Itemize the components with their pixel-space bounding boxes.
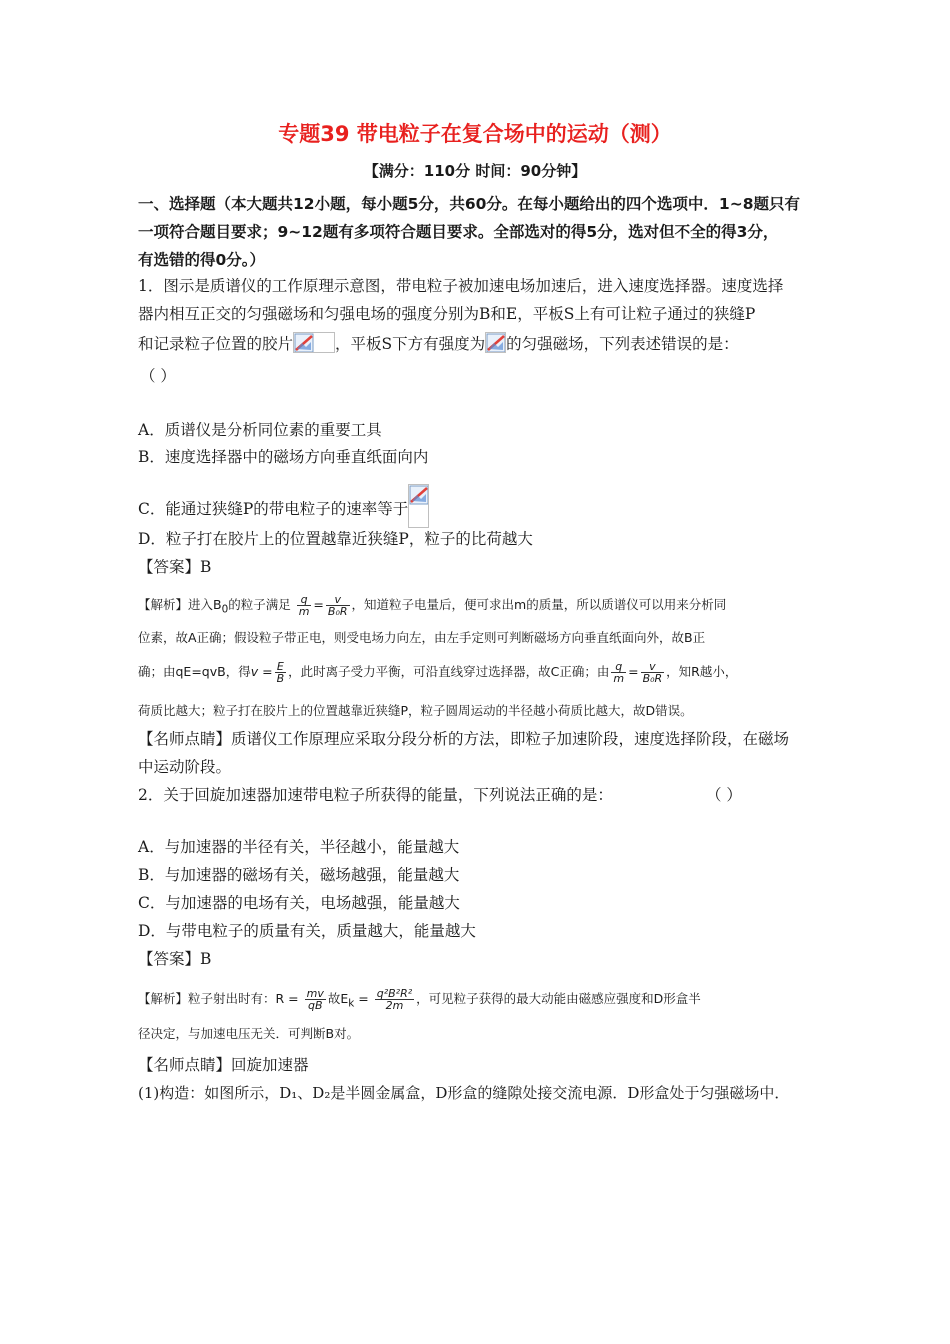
q2-analysis-line2: 径决定，与加速电压无关．可判断B对。 bbox=[138, 1026, 360, 1041]
section-heading-line3: 有选错的得0分。） bbox=[138, 251, 266, 269]
q1-analysis-line1: 【解析】进入$B_0$的粒子满足 $\frac{q}{m}$ = $\frac{v}{\text{B₀R}}$ ，知道粒子电量后，便可求出m的质量，所以质谱仪可以用来分析同 bbox=[138, 593, 727, 618]
q2-answer: 【答案】B bbox=[138, 950, 212, 968]
broken-image-icon bbox=[408, 484, 429, 528]
formula-q-over-m: $\frac{q}{m}$ bbox=[298, 593, 310, 618]
section-heading-line1: 一、选择题（本大题共12小题，每小题5分，共60分。在每小题给出的四个选项中．1~8题只有 bbox=[138, 195, 800, 213]
q1-stem-line2: 器内相互正交的匀强磁场和匀强电场的强度分别为B和E，平板S上有可让粒子通过的狭缝P bbox=[138, 305, 756, 323]
q1-answer: 【答案】B bbox=[138, 558, 212, 576]
q2-tip-line1: 【名师点睛】回旋加速器 bbox=[138, 1056, 309, 1074]
q2-stem: 2．关于回旋加速器加速带电粒子所获得的能量，下列说法正确的是： bbox=[138, 786, 613, 804]
q1-answer-bracket: （ ） bbox=[140, 367, 176, 385]
broken-image-icon bbox=[293, 332, 335, 353]
q1-analysis-line4: 荷质比越大；粒子打在胶片上的位置越靠近狭缝P，粒子圆周运动的半径越小荷质比越大，故D错误。 bbox=[138, 703, 693, 718]
q1-option-a: A．质谱仪是分析同位素的重要工具 bbox=[138, 421, 382, 439]
q2-option-b: B．与加速器的磁场有关，磁场越强，能量越大 bbox=[138, 866, 460, 884]
q2-tip-line2: (1)构造：如图所示，D₁、D₂是半圆金属盒，D形盒的缝隙处接交流电源．D形盒处于匀强磁场中． bbox=[138, 1084, 790, 1102]
q2-option-c: C．与加速器的电场有关，电场越强，能量越大 bbox=[138, 894, 460, 912]
q1-option-d: D．粒子打在胶片上的位置越靠近狭缝P，粒子的比荷越大 bbox=[138, 530, 533, 548]
q1-stem-line3 bbox=[138, 330, 818, 358]
q1-analysis-line2: 位素，故A正确；假设粒子带正电，则受电场力向左，由左手定则可判断磁场方向垂直纸面向外，故B正 bbox=[138, 630, 706, 645]
q2-option-a: A．与加速器的半径有关，半径越小，能量越大 bbox=[138, 838, 460, 856]
q2-option-d: D．与带电粒子的质量有关，质量越大，能量越大 bbox=[138, 922, 476, 940]
q1-tip-line1: 【名师点睛】质谱仪工作原理应采取分段分析的方法，即粒子加速阶段，速度选择阶段，在磁场 bbox=[138, 730, 790, 748]
formula-kinetic-energy: $\frac{\text{q²B²R²}}{2m}$ bbox=[376, 987, 413, 1012]
q2-analysis-line1: 【解析】粒子射出时有：R = $\frac{mv}{qB}$ 故$E_k$ = $\frac{\text{q²B²R²}}{2m}$ ，可见粒子获得的最大动能由磁感应强度和D形盒半 bbox=[138, 987, 701, 1012]
q1-stem-text-a: 和记录粒子位置的胶片 bbox=[138, 335, 294, 353]
q1-stem-line1: 1．图示是质谱仪的工作原理示意图，带电粒子被加速电场加速后，进入速度选择器。速度选择 bbox=[138, 277, 784, 295]
section-heading-line2: 一项符合题目要求；9~12题有多项符合题目要求。全部选对的得5分，选对但不全的得3分， bbox=[138, 223, 779, 241]
q1-stem-text-c: 的匀强磁场，下列表述错误的是： bbox=[506, 335, 739, 353]
formula-q-over-m: $\frac{q}{m}$ bbox=[613, 660, 625, 685]
broken-image-icon bbox=[485, 332, 506, 353]
formula-v-over-b0r: $\frac{v}{\text{B₀R}}$ bbox=[642, 660, 663, 685]
q1-option-b: B．速度选择器中的磁场方向垂直纸面向内 bbox=[138, 448, 429, 466]
formula-v-over-b0r: $\frac{v}{\text{B₀R}}$ bbox=[327, 593, 348, 618]
formula-e-over-b: $\frac{E}{B}$ bbox=[276, 660, 285, 685]
exam-meta: 【满分：110分 时间：90分钟】 bbox=[363, 162, 587, 180]
formula-mv-over-qb: $\frac{mv}{qB}$ bbox=[306, 987, 324, 1012]
q1-analysis-line3: 确；由qE=qvB，得v = $\frac{E}{B}$ ，此时离子受力平衡，可沿直线穿过选择器，故C正确；由 $\frac{q}{m}$ = $\frac{v}{\text{B₀R}}$ ，知R越小， bbox=[138, 660, 738, 685]
q1-stem-text-b: ，平板S下方有强度为 bbox=[335, 335, 486, 353]
page-title: 专题39 带电粒子在复合场中的运动（测） bbox=[278, 122, 672, 146]
q1-tip-line2: 中运动阶段。 bbox=[138, 758, 232, 776]
q1-option-c: C．能通过狭缝P的带电粒子的速率等于 bbox=[138, 484, 818, 528]
q2-answer-bracket: （ ） bbox=[706, 786, 742, 804]
